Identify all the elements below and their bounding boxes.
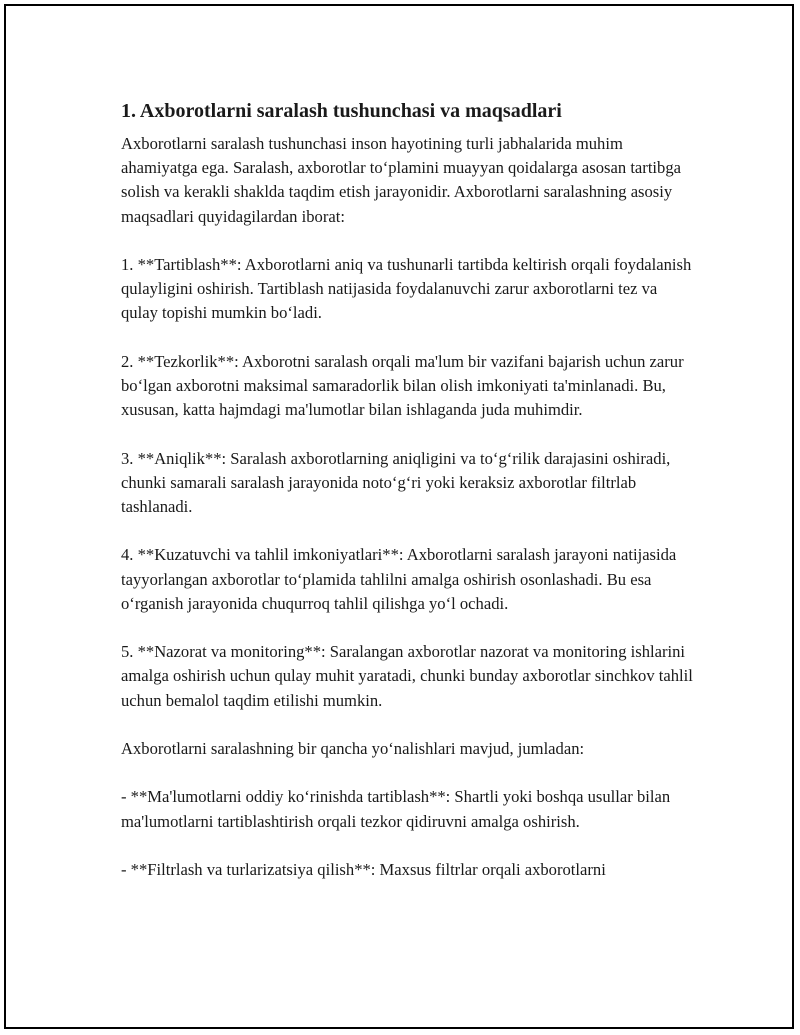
directions-intro-paragraph: Axborotlarni saralashning bir qancha yo‘nalishlari mavjud, jumladan: [121,738,585,758]
list-item-kuzatuvchi: 4. **Kuzatuvchi va tahlil imkoniyatlari**: Axborotlarni saralash jarayoni natijasida tayyorlangan axborotlar to‘plamida tahlilni amalga oshirish osonlashadi. Bu esa o‘rganish jarayonida chuqurroq tahlil qilishga yo‘l ochadi. [121,545,677,613]
list-item-tezkorlik: 2. **Tezkorlik**: Axborotni saralash orqali ma'lum bir vazifani bajarish uchun zarur bo‘lgan axborotni maksimal samaradorlik bilan olish imkoniyati ta'minlanadi. Bu, xususan, katta hajmdagi ma'lumotlar bilan ishlaganda juda muhimdir. [121,351,684,420]
intro-paragraph: Axborotlarni saralash tushunchasi inson hayotining turli jabhalarida muhim ahamiyatga ega. Saralash, axborotlar to‘plamini muayyan qoidalarga asosan tartibga solish va kerakli shaklda taqdim etish jarayonidir. Axborotlarni saralashning asosiy maqsadlari quyidagilardan iborat: [121,134,681,226]
document-body [121,98,696,906]
bullet-item-filtrlash: - **Filtrlash va turlarizatsiya qilish**: Maxsus filtrlar orqali axborotlarni [121,859,606,879]
list-item-aniqlik: 3. **Aniqlik**: Saralash axborotlarning aniqligini va to‘g‘rilik darajasini oshiradi, chunki samarali saralash jarayonida noto‘g‘ri yoki keraksiz axborotlar filtrlab tashlanadi. [121,448,671,516]
section-heading: 1. Axborotlarni saralash tushunchasi va maqsadlari [121,100,562,122]
list-item-tartiblash: 1. **Tartiblash**: Axborotlarni aniq va tushunarli tartibda keltirish orqali foydalanish qulayligini oshirish. Tartiblash natijasida foydalanuvchi zarur axborotlarni tez va qulay topishi mumkin bo‘ladi. [121,255,692,323]
page-frame [4,4,794,1029]
bullet-item-tartiblash: - **Ma'lumotlarni oddiy ko‘rinishda tartiblash**: Shartli yoki boshqa usullar bilan ma'lumotlarni tartiblashtirish orqali tezkor qidiruvni amalga oshirish. [121,787,671,831]
list-item-nazorat: 5. **Nazorat va monitoring**: Saralangan axborotlar nazorat va monitoring ishlarini amalga oshirish uchun qulay muhit yaratadi, chunki bunday axborotlar sinchkov tahlil uchun bemalol taqdim etilishi mumkin. [121,642,693,710]
